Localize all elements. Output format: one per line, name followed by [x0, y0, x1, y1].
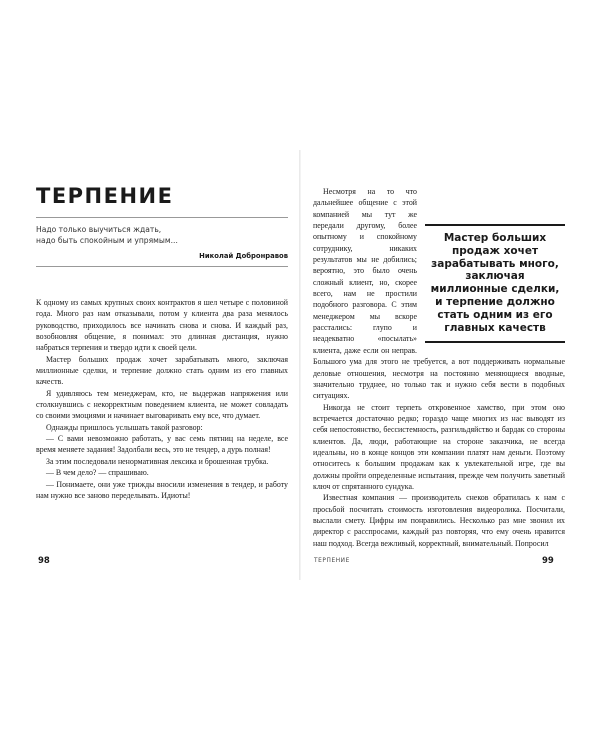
pull-quote: Мастер больших продаж хочет зарабатывать много, заключая миллионные сделки, и терпение должно стать одним из его главных качеств	[425, 224, 565, 343]
epigraph-text: Надо только выучиться ждать, надо быть спокойным и упрямым...	[36, 225, 178, 245]
paragraph: Известная компания — производитель снеков обратилась к нам с просьбой посчитать стоимость изготовления видеоролика. Посчитали, выслали смету. Цифры им понравились. Несколько раз мне звонил их директор с расспросами, каждый раз повторяя, что ему очень нравится наш подход. Всегда вежливый, корректный, внимательный. Попросил	[313, 493, 565, 548]
paragraph: Однажды пришлось услышать такой разговор:	[46, 422, 203, 432]
paragraph: Никогда не стоит терпеть откровенное хамство, при этом оно встречается достаточно редко; гораздо чаще многих из нас выводят из себя непостоянство, бессистемность, разгильдяйство и бардак со стороны клиентов. Да, люди, работающие на стороне заказчика, не всегда идеальны, но в конце концов эти компании платят нам деньги. Поэтому относитесь к большим продажам как к увлекательной игре, где вы должны пройти определенные испытания, прежде чем получить заветный ключ от спрятанного сундука.	[313, 402, 565, 491]
running-head: ТЕРПЕНИЕ	[314, 558, 350, 564]
paragraph: Я удивляюсь тем менеджерам, кто, не выдержав напряжения или столкнувшись с некорректным поведением клиента, не может совладать со своими эмоциями и начинает выговаривать ему все, что думает.	[36, 388, 288, 421]
paragraph: Несмотря на то что дальнейшее общение с этой компанией мы тут же передали другому, более опытному и спокойному сотруднику, никаких результатов мы не добились; вероятно, это было очень сложный клиент, но, скорее всего, нам не простили подобного разговора. С этим менеджером мы вскоре расстались: глупо и неадекватно «посылать» клиента, даже если он неправ. Большого ума для этого не требуется, а вот поддерживать нормальные деловые отношения, несмотря на постоянно меняющиеся вводные, значительно труднее, но только так и нужно себя вести в подобных ситуациях.	[313, 187, 565, 401]
page-number-left: 98	[38, 556, 50, 566]
epigraph	[36, 217, 288, 267]
paragraph: — Понимаете, они уже трижды вносили изменения в тендер, и работу нам нужно все заново переделывать. Идиоты!	[36, 479, 288, 500]
book-gutter	[299, 150, 301, 580]
paragraph: — В чем дело? — спрашиваю.	[46, 468, 149, 478]
left-page	[36, 186, 288, 501]
paragraph: К одному из самых крупных своих контрактов я шел четыре с половиной года. Много раз нам отказывали, потом у клиента два раза менялось руководство, приходилось все начинать снова и снова. И каждый раз, возобновляя общение, я понимал: это длинная дистанция, нужно набраться терпения и твердо идти к своей цели.	[36, 298, 288, 353]
chapter-title: ТЕРПЕНИЕ	[36, 184, 174, 208]
page-number-right: 99	[542, 556, 554, 566]
epigraph-author: Николай Добронравов	[199, 252, 288, 260]
right-page	[313, 186, 565, 549]
left-body-text	[36, 297, 288, 501]
paragraph: — С вами невозможно работать, у вас семь пятниц на неделе, все время меняете задания! Задолбали весь, это не тендер, а дурь полная!	[36, 434, 288, 455]
paragraph: За этим последовали ненормативная лексика и брошенная трубка.	[46, 456, 269, 466]
right-body-text	[313, 186, 565, 549]
paragraph: Мастер больших продаж хочет зарабатывать много, заключая миллионные сделки, и терпение должно стать одним из его главных качеств.	[36, 354, 288, 387]
